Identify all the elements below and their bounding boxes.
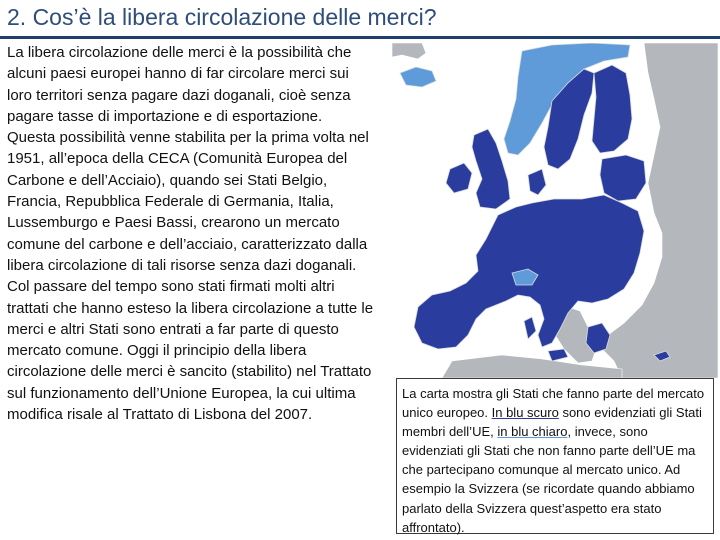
legend-light-blue-label: in blu chiaro <box>497 424 568 440</box>
europe-single-market-map <box>392 43 718 378</box>
caption-text-intro: La carta mostra gli Stati che fanno parte del mercato unico europeo. <box>402 386 705 421</box>
slide-title: 2. Cos’è la libera circolazione delle merci? <box>7 4 437 30</box>
paragraph-today: Col passare del tempo sono stati firmati molti altri trattati che hanno esteso la libera circolazione a tutte le merci e altri Stati sono entrati a far parte di questo mercato comune. Oggi il principio della libera circolazione delle merci è sancito (stabilito) nel Trattato sul funzionamento dell’Unione Europea, la cui ultima modifica risale al Trattato di Lisbona del 2007. <box>7 278 374 424</box>
title-underline <box>0 36 720 39</box>
paragraph-history: Questa possibilità venne stabilita per la prima volta nel 1951, all’epoca della CECA (Comunità Europea del Carbone e dell’Acciaio), quando sei Stati Belgio, Francia, Repubblica Federale di Germania, Italia, Lussemburgo e Paesi Bassi, crearono un mercato comune del carbone e dell’acciaio, caratterizzato dalla libera circolazione di tali risorse senza dazi doganali. <box>7 129 369 274</box>
main-text <box>7 42 377 425</box>
paragraph-definition: La libera circolazione delle merci è la possibilità che alcuni paesi europei hanno di far circolare merci sui loro territori senza pagare dazi doganali, cioè senza pagare tasse di importazione e di esportazione. <box>7 44 352 125</box>
map-caption <box>396 378 714 534</box>
caption-text-members: sono evidenziati gli Stati membri dell’UE, <box>402 405 702 440</box>
caption-text-outro: , invece, sono evidenziati gli Stati che non fanno parte dell’UE ma che partecipano comunque al mercato unico. Ad esempio la Svizzera (se ricordate quando abbiamo parlato della Svizzera quest’aspetto era stato affrontato). <box>402 424 696 535</box>
eu-member-region <box>592 65 632 153</box>
eu-member-region <box>600 155 646 201</box>
legend-dark-blue-label: In blu scuro <box>491 405 559 421</box>
